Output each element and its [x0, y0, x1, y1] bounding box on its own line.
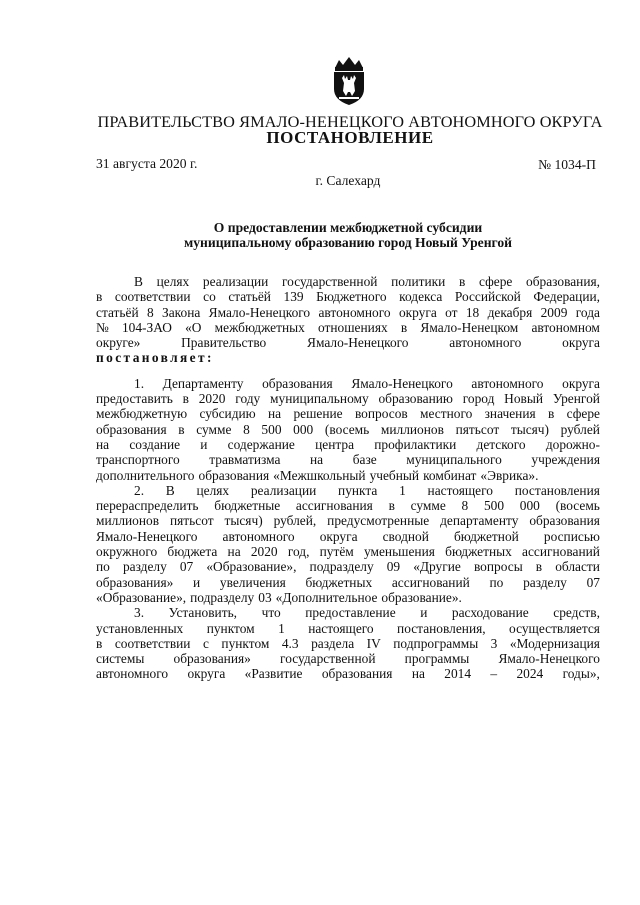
- word: бюджетных: [305, 574, 373, 590]
- word: на: [268, 406, 282, 422]
- document-number: № 1034-П: [538, 157, 596, 172]
- word: соответствии: [114, 289, 191, 305]
- word: на: [411, 666, 425, 682]
- word: на: [96, 436, 110, 452]
- word: 07: [179, 559, 194, 575]
- word: №: [96, 319, 109, 335]
- word: области: [555, 559, 600, 575]
- word: миллионов: [380, 421, 444, 437]
- text-line: [96, 335, 600, 350]
- word: округа: [187, 666, 226, 682]
- word: подпрограммы: [393, 635, 479, 651]
- word: Ямало-Ненецкого: [351, 375, 453, 391]
- word: межбюджетную: [96, 406, 188, 422]
- word: государственной: [282, 274, 378, 289]
- word: –: [490, 666, 498, 682]
- word: 139: [283, 289, 304, 305]
- word: целях: [196, 482, 230, 498]
- text-line: [96, 621, 600, 636]
- word: Ямало-Ненецкого: [307, 335, 409, 351]
- word: образование».: [381, 589, 462, 605]
- word: «Другие: [413, 559, 461, 575]
- word: автономного: [96, 666, 169, 682]
- word: бюджетной: [453, 528, 519, 544]
- word: решение: [293, 406, 343, 422]
- word: настоящего: [427, 482, 493, 498]
- word: автономного: [222, 528, 295, 544]
- word: Федерации,: [533, 289, 600, 305]
- word: предоставление: [305, 605, 396, 621]
- word: пункта: [338, 482, 378, 498]
- word: рублей: [560, 421, 600, 437]
- word: росписью: [543, 528, 600, 544]
- word: путём: [319, 544, 354, 560]
- word: образования,: [526, 274, 600, 289]
- word: «Образование»,: [206, 559, 297, 575]
- title-line: муниципальному образованию город Новый Уренгой: [184, 235, 512, 250]
- text-line: [96, 452, 600, 467]
- word: образованию: [378, 391, 453, 407]
- word: образования»: [173, 651, 251, 667]
- word: по: [96, 559, 110, 575]
- organization-name: ПРАВИТЕЛЬСТВО ЯМАЛО-НЕНЕЦКОГО АВТОНОМНОГО ОКРУГА: [97, 112, 603, 131]
- word: город: [462, 391, 495, 407]
- word: постановляет:: [96, 350, 214, 366]
- word: пятьсот: [455, 421, 500, 437]
- word: Установить,: [168, 605, 238, 621]
- text-line: [96, 320, 600, 335]
- word: «Межшкольный: [273, 467, 366, 483]
- word: округа: [319, 528, 358, 544]
- document-body: [96, 274, 600, 682]
- word: год,: [287, 544, 310, 560]
- text-line: [96, 274, 600, 289]
- word: со: [203, 289, 216, 305]
- word: в: [178, 421, 185, 437]
- text-line: [96, 468, 600, 483]
- word: целях: [156, 274, 190, 289]
- word: автономного: [449, 335, 522, 351]
- word: пунктом: [221, 635, 270, 651]
- text-line: [96, 437, 600, 452]
- word: и: [193, 574, 201, 590]
- word: статьёй: [96, 304, 139, 320]
- word: предусмотренные: [327, 513, 430, 529]
- word: образования: [198, 467, 270, 483]
- word: муниципальному: [270, 391, 369, 407]
- word: 8: [146, 304, 154, 320]
- word: в: [388, 498, 395, 514]
- word: учебный: [369, 467, 420, 483]
- word: по: [489, 574, 504, 590]
- word: пунктом: [206, 620, 255, 636]
- word: образования: [96, 421, 167, 437]
- word: 8: [461, 498, 469, 514]
- word: 8: [243, 421, 250, 437]
- word: на: [310, 452, 324, 468]
- word: осуществляется: [509, 620, 600, 636]
- word: 3.: [134, 605, 145, 621]
- word: содержание: [227, 436, 295, 452]
- word: года: [575, 304, 600, 320]
- word: сумме: [196, 421, 232, 437]
- text-line: [96, 305, 600, 320]
- word: разделу: [523, 574, 567, 590]
- text-line: [96, 544, 600, 559]
- word: 2020: [198, 391, 226, 407]
- word: реализации: [250, 482, 317, 498]
- word: дополнительного: [96, 467, 195, 483]
- word: Ямало-Ненецком: [420, 319, 519, 335]
- text-line: [96, 575, 600, 590]
- word: 18: [465, 304, 480, 320]
- word: образования»: [96, 574, 174, 590]
- word: Ямало-Ненецкого: [498, 651, 600, 667]
- word: Уренгой: [552, 391, 600, 407]
- word: системы: [96, 651, 145, 667]
- word: на: [227, 544, 241, 560]
- word: увеличения: [219, 574, 286, 590]
- word: Бюджетного: [316, 289, 387, 305]
- word: и: [420, 605, 428, 621]
- word: Департаменту: [162, 375, 244, 391]
- word: 03: [258, 589, 272, 605]
- word: травматизма: [209, 452, 281, 468]
- paragraph-preamble: [96, 274, 600, 366]
- word: 09: [386, 559, 401, 575]
- word: раздела: [311, 635, 355, 651]
- word: тысяч): [510, 421, 549, 437]
- document-date: 31 августа 2020 г.: [96, 156, 198, 171]
- word: постановления: [514, 482, 600, 498]
- word: постановления,: [397, 620, 486, 636]
- word: годы»,: [562, 666, 600, 682]
- word: сфере: [478, 274, 513, 289]
- word: 2.: [134, 482, 145, 498]
- text-line-resolves: [96, 350, 600, 365]
- word: 2014: [444, 666, 472, 682]
- word: автономного: [318, 304, 391, 320]
- text-line: [96, 559, 600, 574]
- word: отношениях: [318, 319, 388, 335]
- word: что: [261, 605, 281, 621]
- word: 07: [586, 574, 600, 590]
- word: базе: [352, 452, 377, 468]
- word: образования: [321, 666, 393, 682]
- word: уменьшения: [363, 544, 435, 560]
- word: окружного: [96, 544, 158, 560]
- word: сводной: [382, 528, 429, 544]
- word: вопросов: [354, 406, 408, 422]
- word: В: [134, 274, 143, 289]
- word: комбинат: [423, 467, 477, 483]
- word: (восемь: [324, 421, 370, 437]
- document-city: г. Салехард: [315, 173, 381, 188]
- word: ассигнования: [295, 498, 373, 514]
- word: реализации: [202, 274, 269, 289]
- word: статьёй: [228, 289, 271, 305]
- word: центра: [315, 436, 355, 452]
- word: миллионов: [96, 513, 160, 529]
- word: 1: [278, 620, 285, 636]
- word: средств,: [553, 605, 600, 621]
- text-line: [96, 498, 600, 513]
- word: субсидию: [199, 406, 256, 422]
- text-line: [96, 666, 600, 681]
- word: «Модернизация: [509, 635, 600, 651]
- word: муниципального: [406, 452, 502, 468]
- word: перераспределить: [96, 498, 199, 514]
- word: в: [535, 559, 543, 575]
- word: в: [547, 406, 555, 422]
- text-line: [96, 636, 600, 651]
- word: профилактики: [374, 436, 457, 452]
- word: Закона: [162, 304, 201, 320]
- word: значения: [484, 406, 536, 422]
- word: 000: [293, 421, 314, 437]
- word: 500: [483, 498, 505, 514]
- word: «Развитие: [244, 666, 303, 682]
- word: в: [182, 391, 189, 407]
- word: декабря: [487, 304, 533, 320]
- word: году: [235, 391, 261, 407]
- word: округа: [562, 375, 600, 391]
- word: тысяч): [224, 513, 263, 529]
- word: 2020: [250, 544, 278, 560]
- word: Ямало-Ненецкого: [96, 528, 198, 544]
- word: образования: [529, 513, 600, 529]
- word: «Дополнительное: [275, 589, 378, 605]
- word: Ямало-Ненецкого: [208, 304, 311, 320]
- word: 4.3: [281, 635, 299, 651]
- word: установленных: [96, 620, 184, 636]
- word: (восемь: [555, 498, 600, 514]
- word: 1: [399, 482, 406, 498]
- word: ассигнований: [522, 544, 600, 560]
- word: в: [459, 274, 466, 289]
- word: учреждения: [531, 452, 600, 468]
- word: подразделу: [309, 559, 374, 575]
- word: политики: [391, 274, 446, 289]
- paragraph-item-3: [96, 605, 600, 681]
- word: в: [96, 289, 103, 305]
- word: создание: [129, 436, 181, 452]
- word: «Образование»,: [96, 589, 187, 605]
- word: округе»: [96, 335, 141, 351]
- word: 104-ЗАО: [121, 319, 172, 335]
- word: округа: [398, 304, 437, 320]
- word: 000: [519, 498, 540, 514]
- word: межбюджетных: [214, 319, 305, 335]
- text-line: [96, 529, 600, 544]
- word: транспортного: [96, 452, 180, 468]
- word: департаменту: [440, 513, 519, 529]
- word: бюджетных: [445, 544, 512, 560]
- word: бюджетные: [214, 498, 281, 514]
- paragraph-item-1: [96, 376, 600, 483]
- text-line: [96, 376, 600, 391]
- word: государственной: [280, 651, 376, 667]
- title-line: О предоставлении межбюджетной субсидии: [213, 220, 483, 235]
- word: 2009: [540, 304, 568, 320]
- word: настоящего: [308, 620, 374, 636]
- word: автономного: [471, 375, 544, 391]
- word: пятьсот: [169, 513, 214, 529]
- word: округа: [562, 335, 600, 351]
- document-title: [0, 220, 640, 250]
- word: предоставить: [96, 391, 173, 407]
- text-line: [96, 289, 600, 304]
- text-line: [96, 513, 600, 528]
- word: и: [200, 436, 208, 452]
- word: вопросы: [473, 559, 523, 575]
- word: 2024: [516, 666, 544, 682]
- text-line: [96, 651, 600, 666]
- text-line: [96, 590, 600, 605]
- word: В: [165, 482, 175, 498]
- text-line: [96, 605, 600, 620]
- word: детского: [476, 436, 526, 452]
- word: Новый: [504, 391, 544, 407]
- word: «О: [185, 319, 202, 335]
- word: автономном: [531, 319, 600, 335]
- word: подразделу: [190, 589, 255, 605]
- document-type: ПОСТАНОВЛЕНИЕ: [266, 128, 434, 147]
- word: местного: [420, 406, 473, 422]
- text-line: [96, 406, 600, 421]
- word: Правительство: [181, 335, 267, 351]
- word: от: [445, 304, 458, 320]
- word: сумме: [410, 498, 446, 514]
- word: рублей,: [273, 513, 317, 529]
- text-line: [96, 422, 600, 437]
- text-line: [96, 391, 600, 406]
- word: 500: [261, 421, 282, 437]
- word: в: [400, 319, 408, 335]
- word: с: [202, 635, 209, 651]
- word: бюджета: [167, 544, 218, 560]
- word: IV: [366, 635, 381, 651]
- word: сфере: [566, 406, 600, 422]
- word: расходование: [451, 605, 529, 621]
- word: кодекса: [399, 289, 443, 305]
- word: 3: [490, 635, 498, 651]
- word: разделу: [122, 559, 167, 575]
- word: «Эврика».: [480, 467, 539, 483]
- word: 1.: [134, 375, 145, 391]
- word: соответствии: [114, 635, 191, 651]
- word: в: [96, 635, 103, 651]
- text-line: [96, 483, 600, 498]
- word: ассигнований: [391, 574, 470, 590]
- word: дорожно-: [545, 436, 600, 452]
- word: Российской: [454, 289, 521, 305]
- coat-of-arms-icon: [329, 56, 369, 106]
- word: образования: [262, 375, 333, 391]
- paragraph-item-2: [96, 483, 600, 605]
- word: программы: [404, 651, 470, 667]
